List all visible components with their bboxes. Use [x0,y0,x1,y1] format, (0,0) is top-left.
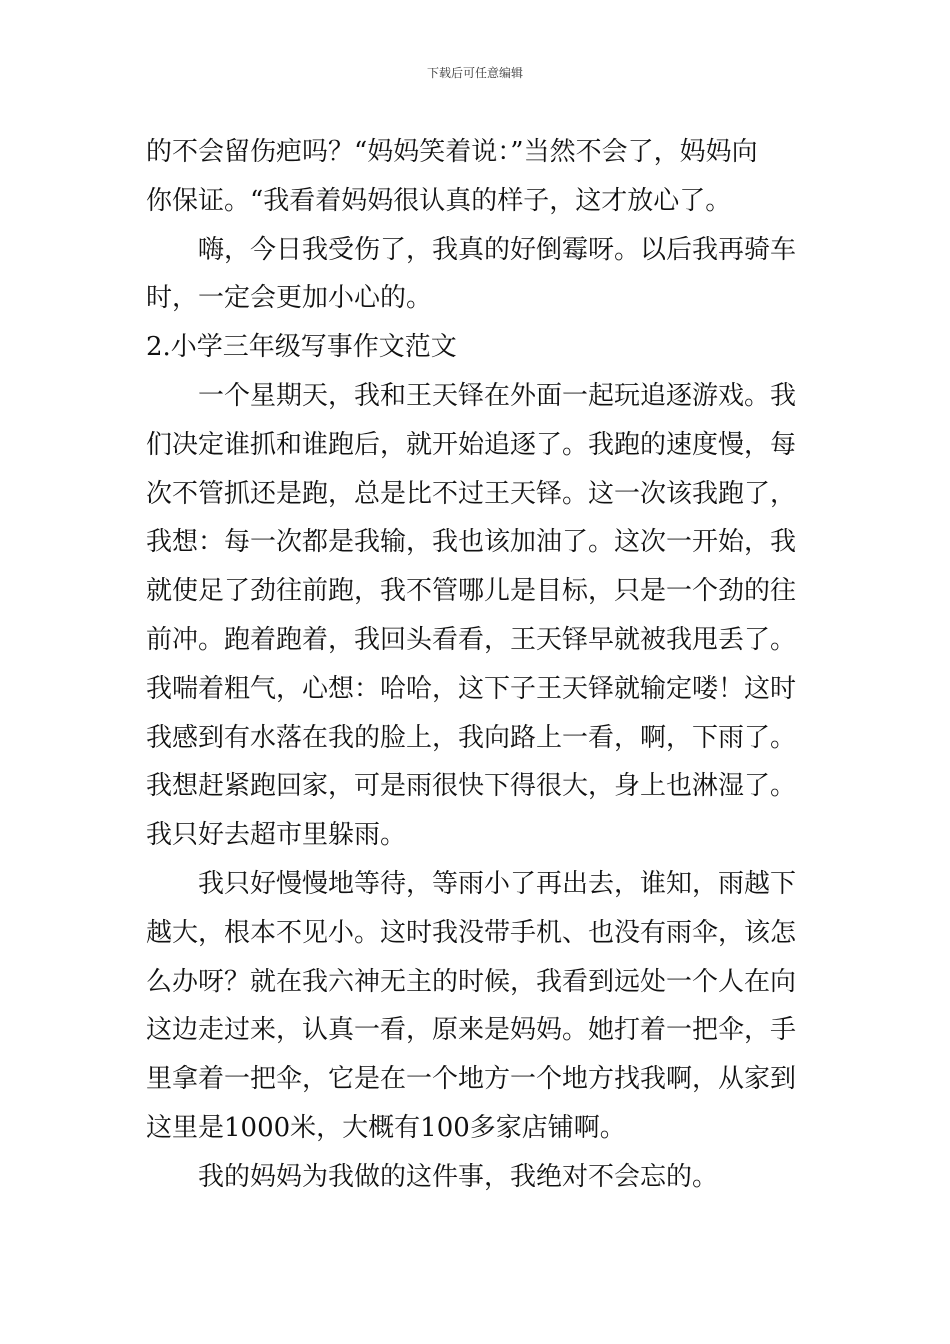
paragraph-start-line: 我的妈妈为我做的这件事，我绝对不会忘的。 [198,1161,719,1192]
paragraph-start-line: 一个星期天，我和王天铎在外面一起玩追逐游戏。我 [198,380,797,411]
text-line: 我喘着粗气，心想：哈哈，这下子王天铎就输定喽！这时 [146,673,797,704]
text-line: 么办呀？就在我六神无主的时候，我看到远处一个人在向 [146,966,797,997]
text-line: 前冲。跑着跑着，我回头看看，王天铎早就被我甩丢了。 [146,624,797,655]
section-heading: 2.小学三年级写事作文范文 [146,332,457,363]
text-line: 这里是1000米，大概有100多家店铺啊。 [146,1112,626,1143]
text-line: 们决定谁抓和谁跑后，就开始追逐了。我跑的速度慢，每 [146,429,797,460]
text-line: 就使足了劲往前跑，我不管哪儿是目标，只是一个劲的往 [146,576,797,607]
text-line: 我只好去超市里躲雨。 [146,820,407,851]
text-line: 时，一定会更加小心的。 [146,283,433,314]
document-body [146,128,808,1202]
paragraph-start-line: 嗨，今日我受伤了，我真的好倒霉呀。以后我再骑车 [198,234,797,265]
text-line: 这边走过来，认真一看，原来是妈妈。她打着一把伞，手 [146,1015,797,1046]
text-line: 我想赶紧跑回家，可是雨很快下得很大，身上也淋湿了。 [146,771,797,802]
text-line: 越大，根本不见小。这时我没带手机、也没有雨伞，该怎 [146,917,797,948]
page-header: 下载后可任意编辑 [426,66,523,80]
text-line: 我想：每一次都是我输，我也该加油了。这次一开始，我 [146,527,797,558]
text-line: 我感到有水落在我的脸上，我向路上一看，啊，下雨了。 [146,722,797,753]
text-line: 次不管抓还是跑，总是比不过王天铎。这一次该我跑了， [146,478,797,509]
paragraph-start-line: 我只好慢慢地等待，等雨小了再出去，谁知，雨越下 [198,868,797,899]
text-line: 你保证。“我看着妈妈很认真的样子，这才放心了。 [146,185,732,216]
text-line: 里拿着一把伞，它是在一个地方一个地方找我啊，从家到 [146,1064,797,1095]
text-line: 的不会留伤疤吗？“妈妈笑着说：”当然不会了，妈妈向 [146,137,758,167]
